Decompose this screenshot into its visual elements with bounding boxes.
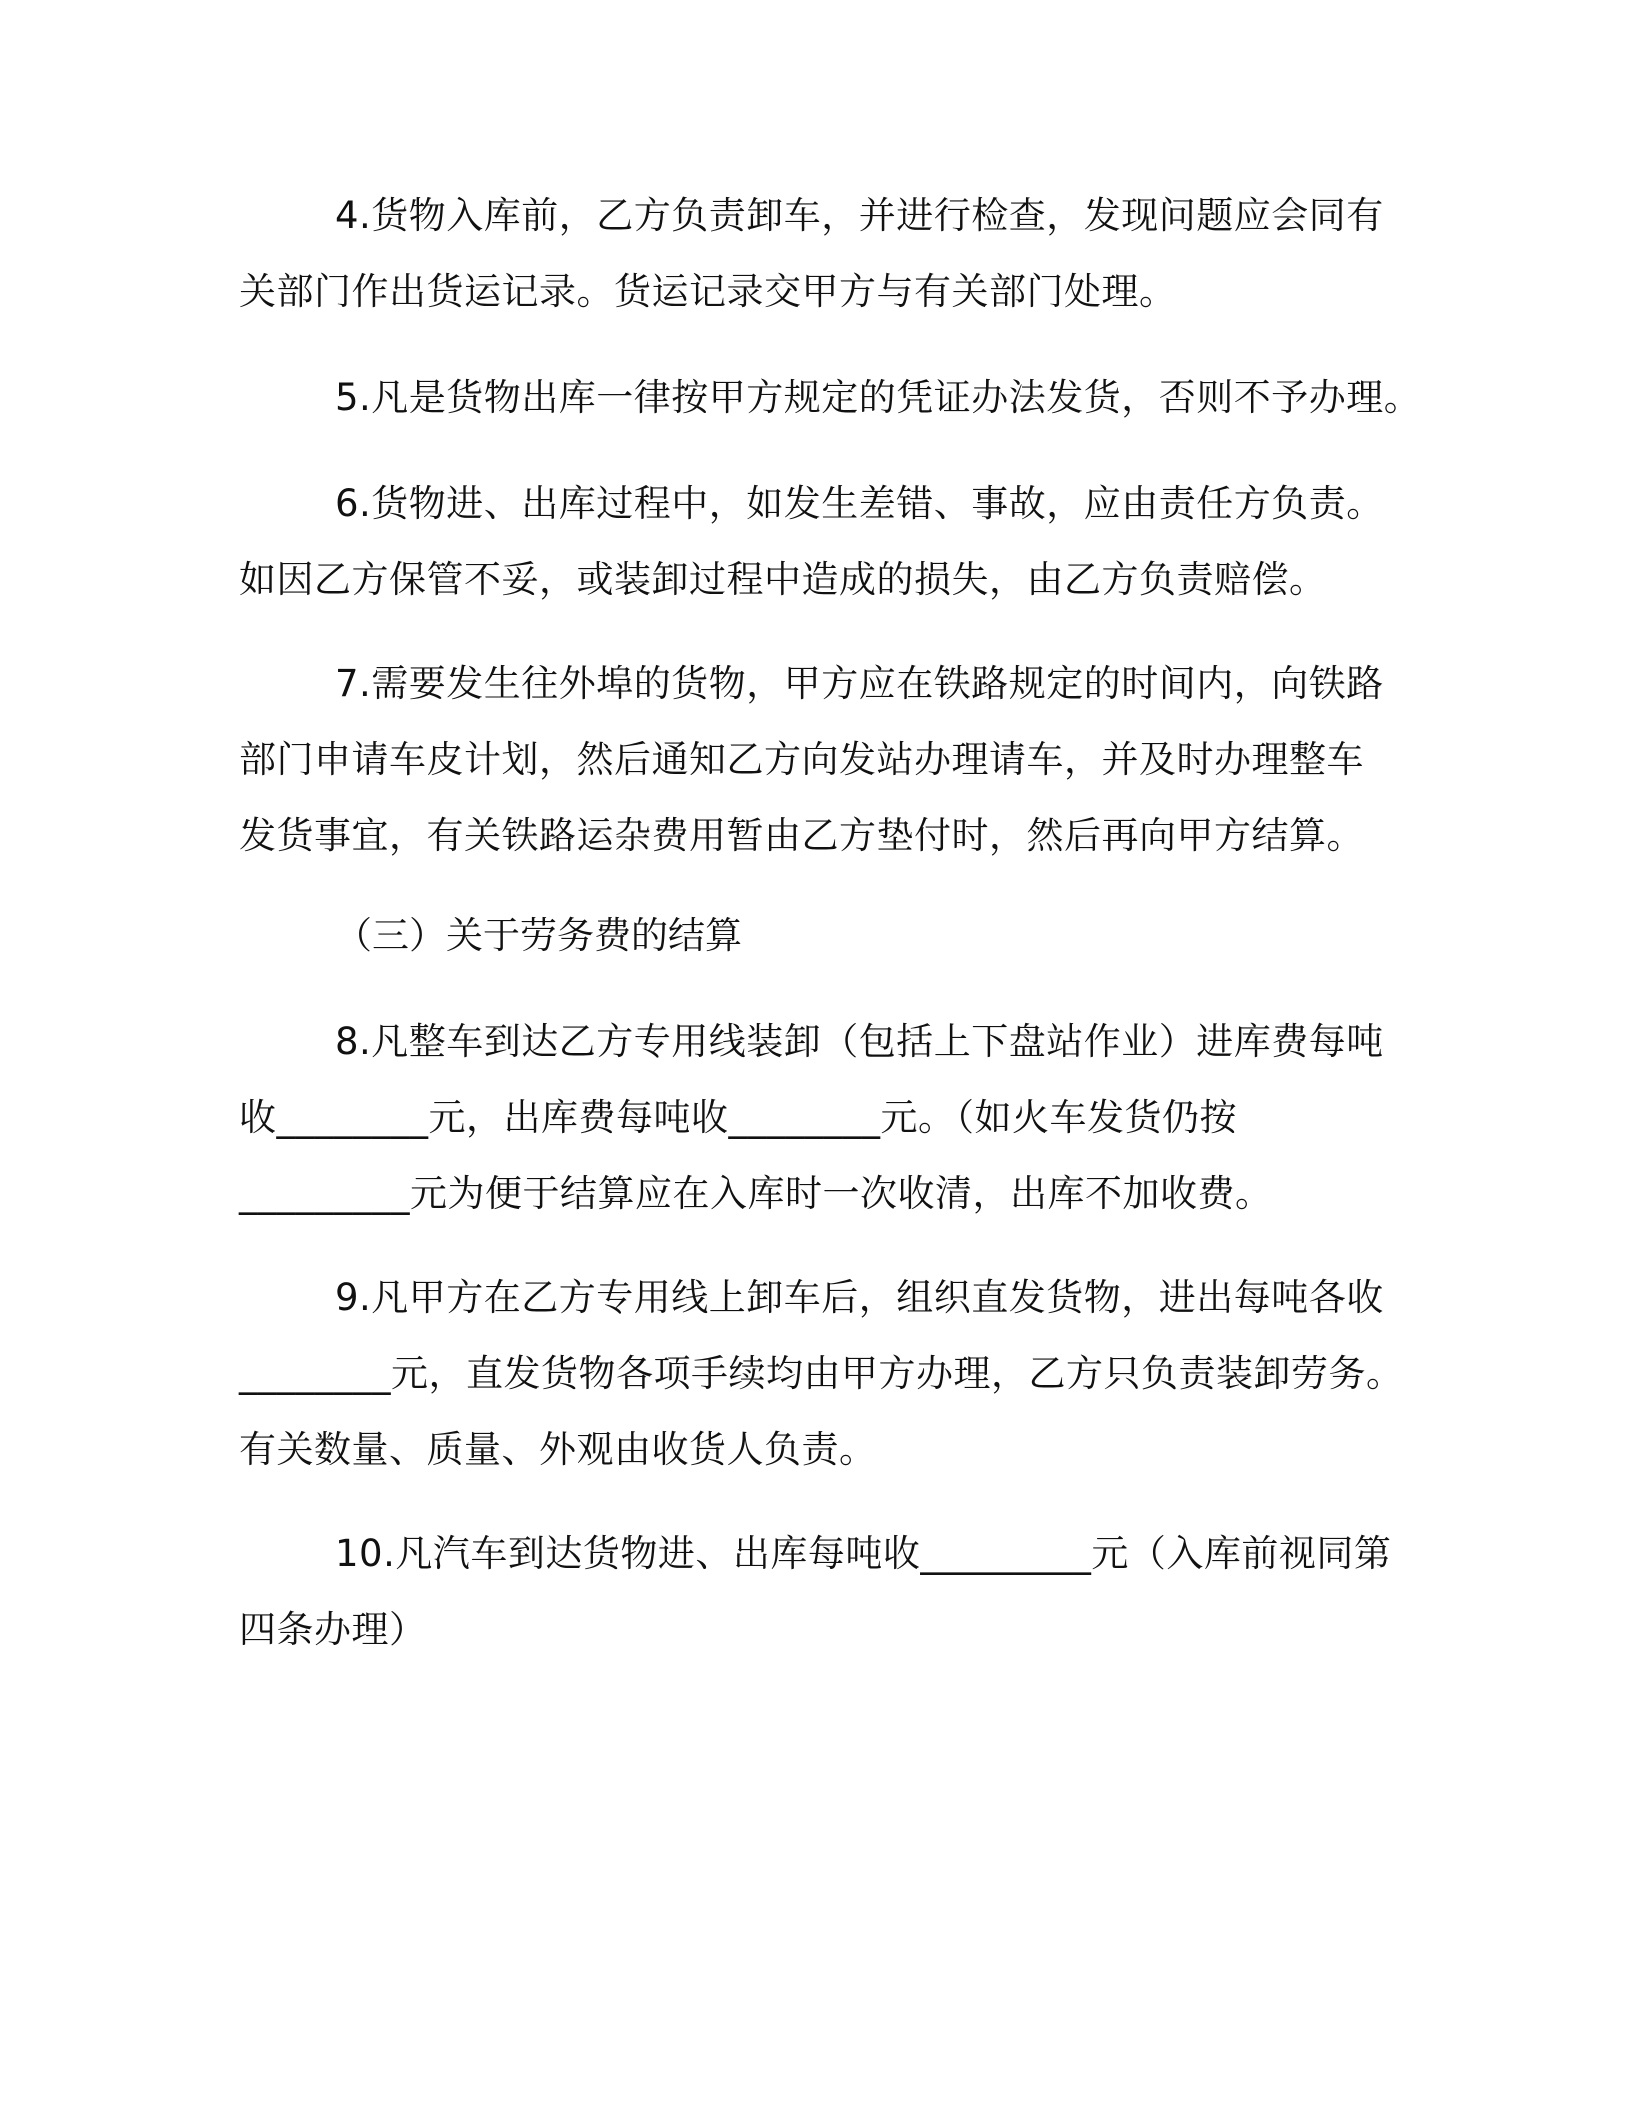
clause-9-line-2: ________元，直发货物各项手续均由甲方办理，乙方只负责装卸劳务。 xyxy=(239,1352,1404,1395)
clause-4-line-2: 关部门作出货运记录。货运记录交甲方与有关部门处理。 xyxy=(239,270,1177,313)
clause-6 xyxy=(239,466,1389,618)
clause-6-line-2: 如因乙方保管不妥，或装卸过程中造成的损失，由乙方负责赔偿。 xyxy=(239,558,1327,601)
clause-8-line-1: 8.凡整车到达乙方专用线装卸（包括上下盘站作业）进库费每吨 xyxy=(335,1020,1384,1063)
clause-7-line-2: 部门申请车皮计划，然后通知乙方向发站办理请车，并及时办理整车 xyxy=(239,738,1364,781)
clause-9-line-1: 9.凡甲方在乙方专用线上卸车后，组织直发货物，进出每吨各收 xyxy=(335,1276,1384,1319)
clause-5 xyxy=(239,360,1422,436)
clause-4-line-1: 4.货物入库前，乙方负责卸车，并进行检查，发现问题应会同有 xyxy=(335,194,1384,237)
clause-6-line-1: 6.货物进、出库过程中，如发生差错、事故，应由责任方负责。 xyxy=(335,482,1384,525)
clause-10-line-1: 10.凡汽车到达货物进、出库每吨收_________元（入库前视同第 xyxy=(335,1532,1392,1575)
clause-7-line-3: 发货事宜，有关铁路运杂费用暂由乙方垫付时，然后再向甲方结算。 xyxy=(239,814,1364,857)
section-heading-3: （三）关于劳务费的结算 xyxy=(335,914,742,957)
clause-10-line-2: 四条办理） xyxy=(239,1608,427,1651)
clause-7-line-1: 7.需要发生往外埠的货物，甲方应在铁路规定的时间内，向铁路 xyxy=(335,662,1384,705)
clause-5-line-1: 5.凡是货物出库一律按甲方规定的凭证办法发货，否则不予办理。 xyxy=(335,376,1422,419)
clause-8 xyxy=(239,1004,1389,1232)
clause-8-line-2: 收________元，出库费每吨收________元。（如火车发货仍按 xyxy=(239,1096,1237,1139)
clause-8-line-3: _________元为便于结算应在入库时一次收清，出库不加收费。 xyxy=(239,1172,1273,1215)
clause-9 xyxy=(239,1260,1404,1488)
clause-7 xyxy=(239,646,1389,874)
clause-10 xyxy=(239,1516,1392,1668)
clause-4 xyxy=(239,178,1389,330)
clause-9-line-3: 有关数量、质量、外观由收货人负责。 xyxy=(239,1428,877,1471)
